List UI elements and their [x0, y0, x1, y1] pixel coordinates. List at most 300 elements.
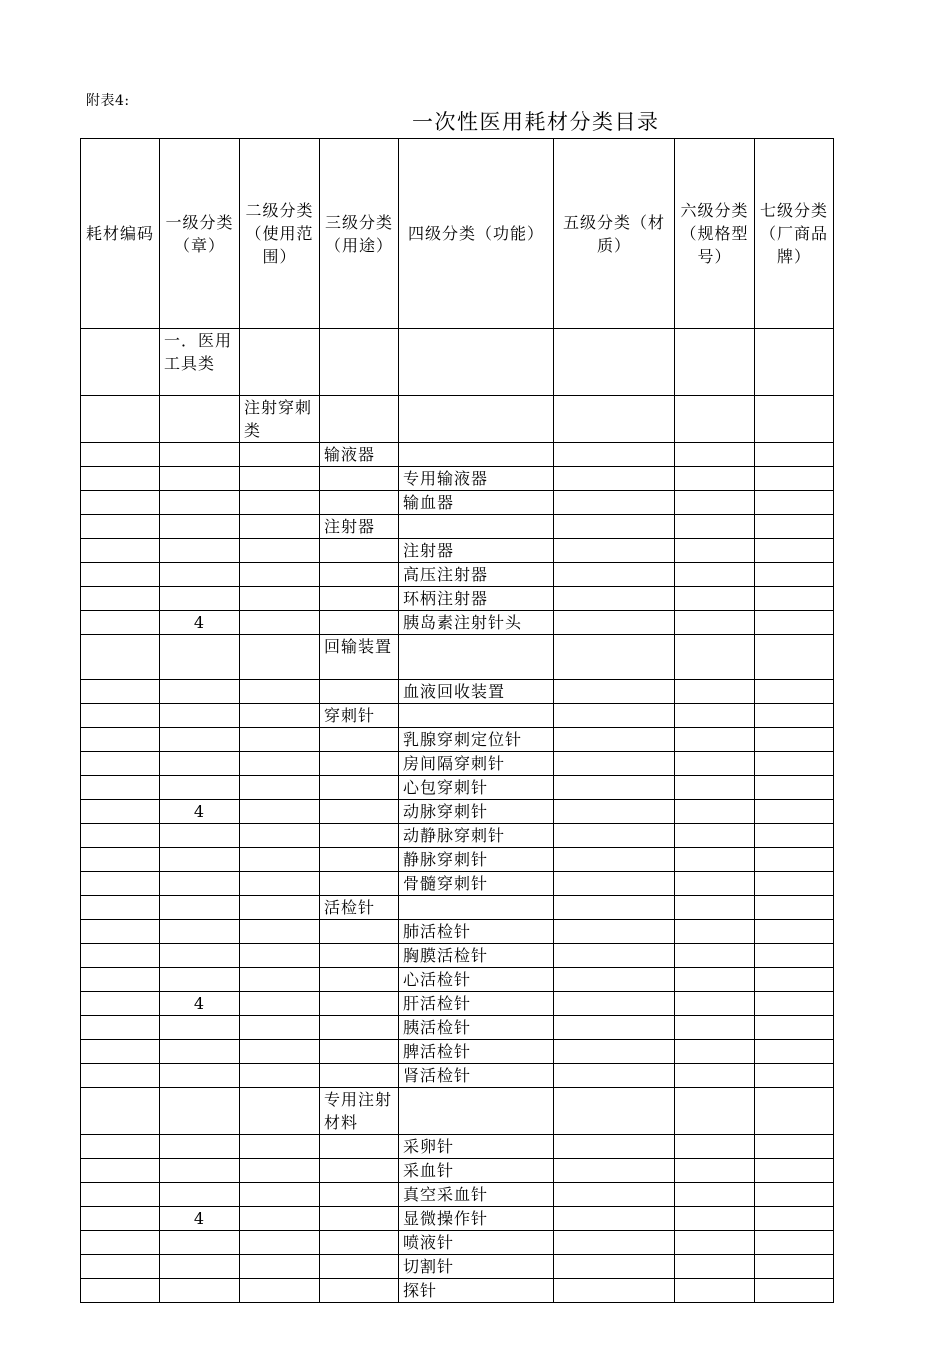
level3-cell [320, 992, 399, 1016]
level5-cell [554, 491, 675, 515]
level4-cell: 注射器 [399, 539, 554, 563]
table-row [81, 329, 834, 396]
level7-cell [755, 800, 834, 824]
level3-cell [320, 396, 399, 443]
level2-cell [240, 611, 320, 635]
level2-cell [240, 443, 320, 467]
level1-cell [160, 467, 240, 491]
level4-cell: 真空采血针 [399, 1183, 554, 1207]
level7-cell [755, 587, 834, 611]
level6-cell [675, 1064, 755, 1088]
level4-cell: 骨髓穿刺针 [399, 872, 554, 896]
level4-cell: 专用输液器 [399, 467, 554, 491]
level5-cell [554, 896, 675, 920]
level2-cell [240, 1207, 320, 1231]
level3-cell [320, 611, 399, 635]
level1-cell [160, 1279, 240, 1303]
level7-cell [755, 1064, 834, 1088]
table-row [81, 872, 834, 896]
level2-cell [240, 728, 320, 752]
level1-cell [160, 920, 240, 944]
column-header: 二级分类（使用范围） [240, 139, 320, 329]
level1-cell: 4 [160, 800, 240, 824]
table-row [81, 611, 834, 635]
code-cell [81, 1159, 160, 1183]
level3-cell [320, 944, 399, 968]
level4-cell [399, 329, 554, 396]
level7-cell [755, 1231, 834, 1255]
level6-cell [675, 728, 755, 752]
level1-cell [160, 704, 240, 728]
code-cell [81, 563, 160, 587]
code-cell [81, 1016, 160, 1040]
level4-cell: 心包穿刺针 [399, 776, 554, 800]
level5-cell [554, 1207, 675, 1231]
level5-cell [554, 920, 675, 944]
level2-cell [240, 848, 320, 872]
level5-cell [554, 1016, 675, 1040]
level1-cell [160, 896, 240, 920]
level3-cell [320, 848, 399, 872]
level6-cell [675, 539, 755, 563]
level4-cell: 静脉穿刺针 [399, 848, 554, 872]
level2-cell [240, 1183, 320, 1207]
level3-cell [320, 1040, 399, 1064]
code-cell [81, 968, 160, 992]
level4-cell: 动静脉穿刺针 [399, 824, 554, 848]
level7-cell [755, 539, 834, 563]
code-cell [81, 1279, 160, 1303]
code-cell [81, 491, 160, 515]
level5-cell [554, 1183, 675, 1207]
table-row [81, 587, 834, 611]
level2-cell [240, 704, 320, 728]
table-row [81, 1183, 834, 1207]
level1-cell [160, 752, 240, 776]
level4-cell: 输血器 [399, 491, 554, 515]
level4-cell: 肺活检针 [399, 920, 554, 944]
level4-cell: 肾活检针 [399, 1064, 554, 1088]
level6-cell [675, 1135, 755, 1159]
table-row [81, 1159, 834, 1183]
table-row [81, 896, 834, 920]
level7-cell [755, 872, 834, 896]
table-row [81, 680, 834, 704]
level5-cell [554, 1040, 675, 1064]
level6-cell [675, 329, 755, 396]
level4-cell: 胰活检针 [399, 1016, 554, 1040]
table-row [81, 992, 834, 1016]
level7-cell [755, 491, 834, 515]
table-row [81, 443, 834, 467]
level6-cell [675, 968, 755, 992]
level2-cell: 注射穿刺类 [240, 396, 320, 443]
level4-cell: 采血针 [399, 1159, 554, 1183]
code-cell [81, 848, 160, 872]
code-cell [81, 680, 160, 704]
level5-cell [554, 968, 675, 992]
level2-cell [240, 800, 320, 824]
level4-cell: 喷液针 [399, 1231, 554, 1255]
code-cell [81, 329, 160, 396]
level6-cell [675, 515, 755, 539]
table-row [81, 515, 834, 539]
level4-cell [399, 396, 554, 443]
level7-cell [755, 443, 834, 467]
level7-cell [755, 992, 834, 1016]
level2-cell [240, 920, 320, 944]
table-row [81, 1279, 834, 1303]
table-row [81, 563, 834, 587]
level6-cell [675, 776, 755, 800]
level5-cell [554, 992, 675, 1016]
page-title: 一次性医用耗材分类目录 [412, 110, 660, 134]
level5-cell [554, 1135, 675, 1159]
level1-cell [160, 539, 240, 563]
code-cell [81, 467, 160, 491]
code-cell [81, 515, 160, 539]
level2-cell [240, 1255, 320, 1279]
level7-cell [755, 704, 834, 728]
level4-cell: 显微操作针 [399, 1207, 554, 1231]
table-row [81, 396, 834, 443]
level6-cell [675, 752, 755, 776]
level1-cell [160, 1255, 240, 1279]
table-row [81, 968, 834, 992]
code-cell [81, 776, 160, 800]
level6-cell [675, 680, 755, 704]
code-cell [81, 824, 160, 848]
level2-cell [240, 992, 320, 1016]
level1-cell [160, 680, 240, 704]
level2-cell [240, 1231, 320, 1255]
level6-cell [675, 396, 755, 443]
level7-cell [755, 968, 834, 992]
level6-cell [675, 467, 755, 491]
column-header: 五级分类（材质） [554, 139, 675, 329]
level7-cell [755, 1016, 834, 1040]
table-row [81, 539, 834, 563]
column-header: 七级分类（厂商品牌） [755, 139, 834, 329]
level6-cell [675, 944, 755, 968]
level1-cell [160, 491, 240, 515]
level3-cell [320, 1135, 399, 1159]
level6-cell [675, 635, 755, 680]
level3-cell [320, 1207, 399, 1231]
code-cell [81, 752, 160, 776]
level6-cell [675, 443, 755, 467]
table-row [81, 1040, 834, 1064]
table-row [81, 728, 834, 752]
level3-cell [320, 539, 399, 563]
level6-cell [675, 1183, 755, 1207]
code-cell [81, 992, 160, 1016]
level1-cell: 4 [160, 992, 240, 1016]
code-cell [81, 396, 160, 443]
consumables-table [80, 138, 834, 1303]
level4-cell [399, 635, 554, 680]
level1-cell [160, 1088, 240, 1135]
code-cell [81, 611, 160, 635]
level5-cell [554, 800, 675, 824]
level3-cell [320, 1064, 399, 1088]
level6-cell [675, 1159, 755, 1183]
level5-cell [554, 728, 675, 752]
level5-cell [554, 443, 675, 467]
level1-cell [160, 1016, 240, 1040]
level5-cell [554, 776, 675, 800]
level6-cell [675, 824, 755, 848]
level5-cell [554, 515, 675, 539]
level5-cell [554, 611, 675, 635]
level6-cell [675, 920, 755, 944]
code-cell [81, 1231, 160, 1255]
level2-cell [240, 968, 320, 992]
level7-cell [755, 396, 834, 443]
level6-cell [675, 848, 755, 872]
column-header: 四级分类（功能） [399, 139, 554, 329]
table-row [81, 776, 834, 800]
level4-cell: 胸膜活检针 [399, 944, 554, 968]
code-cell [81, 587, 160, 611]
level1-cell [160, 396, 240, 443]
column-header: 一级分类（章） [160, 139, 240, 329]
level3-cell [320, 776, 399, 800]
code-cell [81, 443, 160, 467]
level5-cell [554, 752, 675, 776]
level1-cell [160, 635, 240, 680]
level4-cell: 乳腺穿刺定位针 [399, 728, 554, 752]
level7-cell [755, 611, 834, 635]
level2-cell [240, 467, 320, 491]
level3-cell: 穿刺针 [320, 704, 399, 728]
level7-cell [755, 563, 834, 587]
table-row [81, 1016, 834, 1040]
level2-cell [240, 1064, 320, 1088]
level3-cell [320, 587, 399, 611]
level6-cell [675, 800, 755, 824]
column-header: 六级分类（规格型号） [675, 139, 755, 329]
level6-cell [675, 611, 755, 635]
level2-cell [240, 587, 320, 611]
level5-cell [554, 1231, 675, 1255]
level6-cell [675, 896, 755, 920]
level5-cell [554, 539, 675, 563]
level3-cell [320, 752, 399, 776]
level3-cell [320, 1016, 399, 1040]
table-row [81, 848, 834, 872]
level7-cell [755, 1255, 834, 1279]
level3-cell: 注射器 [320, 515, 399, 539]
level3-cell [320, 1255, 399, 1279]
level6-cell [675, 1279, 755, 1303]
level1-cell: 4 [160, 1207, 240, 1231]
level6-cell [675, 872, 755, 896]
column-header: 耗材编码 [81, 139, 160, 329]
level3-cell [320, 1159, 399, 1183]
level1-cell [160, 1064, 240, 1088]
level4-cell [399, 704, 554, 728]
level2-cell [240, 1159, 320, 1183]
code-cell [81, 1135, 160, 1159]
level7-cell [755, 728, 834, 752]
level1-cell [160, 443, 240, 467]
level1-cell [160, 587, 240, 611]
level6-cell [675, 1088, 755, 1135]
level4-cell [399, 1088, 554, 1135]
table-row [81, 1135, 834, 1159]
table-row [81, 1207, 834, 1231]
level4-cell: 心活检针 [399, 968, 554, 992]
table-row [81, 1064, 834, 1088]
level4-cell: 肝活检针 [399, 992, 554, 1016]
code-cell [81, 635, 160, 680]
level2-cell [240, 539, 320, 563]
level4-cell: 高压注射器 [399, 563, 554, 587]
level1-cell [160, 515, 240, 539]
level5-cell [554, 848, 675, 872]
table-row [81, 1088, 834, 1135]
table-row [81, 491, 834, 515]
level4-cell: 胰岛素注射针头 [399, 611, 554, 635]
level4-cell: 探针 [399, 1279, 554, 1303]
level1-cell [160, 1135, 240, 1159]
level5-cell [554, 944, 675, 968]
level6-cell [675, 1040, 755, 1064]
level7-cell [755, 680, 834, 704]
level7-cell [755, 1183, 834, 1207]
level3-cell [320, 800, 399, 824]
table-header-row [81, 139, 834, 329]
level5-cell [554, 587, 675, 611]
level7-cell [755, 329, 834, 396]
level3-cell [320, 1279, 399, 1303]
code-cell [81, 872, 160, 896]
code-cell [81, 896, 160, 920]
code-cell [81, 920, 160, 944]
level4-cell [399, 515, 554, 539]
code-cell [81, 704, 160, 728]
level3-cell [320, 920, 399, 944]
level4-cell: 动脉穿刺针 [399, 800, 554, 824]
code-cell [81, 1255, 160, 1279]
level7-cell [755, 896, 834, 920]
table-row [81, 1255, 834, 1279]
level5-cell [554, 329, 675, 396]
code-cell [81, 944, 160, 968]
level5-cell [554, 704, 675, 728]
level5-cell [554, 1088, 675, 1135]
level4-cell: 脾活检针 [399, 1040, 554, 1064]
level1-cell [160, 848, 240, 872]
level3-cell [320, 491, 399, 515]
level3-cell [320, 563, 399, 587]
level7-cell [755, 1040, 834, 1064]
level4-cell: 环柄注射器 [399, 587, 554, 611]
level1-cell [160, 944, 240, 968]
level7-cell [755, 1159, 834, 1183]
level5-cell [554, 872, 675, 896]
level2-cell [240, 563, 320, 587]
table-row [81, 1231, 834, 1255]
level7-cell [755, 848, 834, 872]
level2-cell [240, 1040, 320, 1064]
level4-cell: 房间隔穿刺针 [399, 752, 554, 776]
level3-cell: 活检针 [320, 896, 399, 920]
level7-cell [755, 944, 834, 968]
level7-cell [755, 515, 834, 539]
level6-cell [675, 992, 755, 1016]
level7-cell [755, 635, 834, 680]
level3-cell [320, 329, 399, 396]
level2-cell [240, 329, 320, 396]
level3-cell [320, 1183, 399, 1207]
level2-cell [240, 515, 320, 539]
level2-cell [240, 824, 320, 848]
level3-cell [320, 467, 399, 491]
level3-cell: 输液器 [320, 443, 399, 467]
code-cell [81, 728, 160, 752]
table-row [81, 944, 834, 968]
level1-cell [160, 1159, 240, 1183]
level7-cell [755, 920, 834, 944]
code-cell [81, 1064, 160, 1088]
level1-cell: 4 [160, 611, 240, 635]
level2-cell [240, 752, 320, 776]
level6-cell [675, 563, 755, 587]
level2-cell [240, 491, 320, 515]
level3-cell [320, 824, 399, 848]
level2-cell [240, 1016, 320, 1040]
level5-cell [554, 1064, 675, 1088]
level3-cell [320, 728, 399, 752]
level4-cell: 采卵针 [399, 1135, 554, 1159]
code-cell [81, 1088, 160, 1135]
level1-cell [160, 824, 240, 848]
table-row [81, 800, 834, 824]
level2-cell [240, 1088, 320, 1135]
level2-cell [240, 680, 320, 704]
level5-cell [554, 563, 675, 587]
level3-cell: 专用注射材料 [320, 1088, 399, 1135]
level2-cell [240, 635, 320, 680]
level2-cell [240, 896, 320, 920]
code-cell [81, 1040, 160, 1064]
level1-cell [160, 1231, 240, 1255]
level5-cell [554, 680, 675, 704]
level3-cell [320, 680, 399, 704]
table-row [81, 635, 834, 680]
level7-cell [755, 752, 834, 776]
level6-cell [675, 704, 755, 728]
level5-cell [554, 467, 675, 491]
table-row [81, 752, 834, 776]
level1-cell [160, 1183, 240, 1207]
level5-cell [554, 396, 675, 443]
level1-cell [160, 968, 240, 992]
level6-cell [675, 1231, 755, 1255]
code-cell [81, 1183, 160, 1207]
code-cell [81, 800, 160, 824]
level5-cell [554, 1279, 675, 1303]
code-cell [81, 1207, 160, 1231]
level4-cell: 切割针 [399, 1255, 554, 1279]
level6-cell [675, 1255, 755, 1279]
level3-cell [320, 872, 399, 896]
column-header: 三级分类（用途） [320, 139, 399, 329]
table-row [81, 467, 834, 491]
level1-cell: 一．医用工具类 [160, 329, 240, 396]
